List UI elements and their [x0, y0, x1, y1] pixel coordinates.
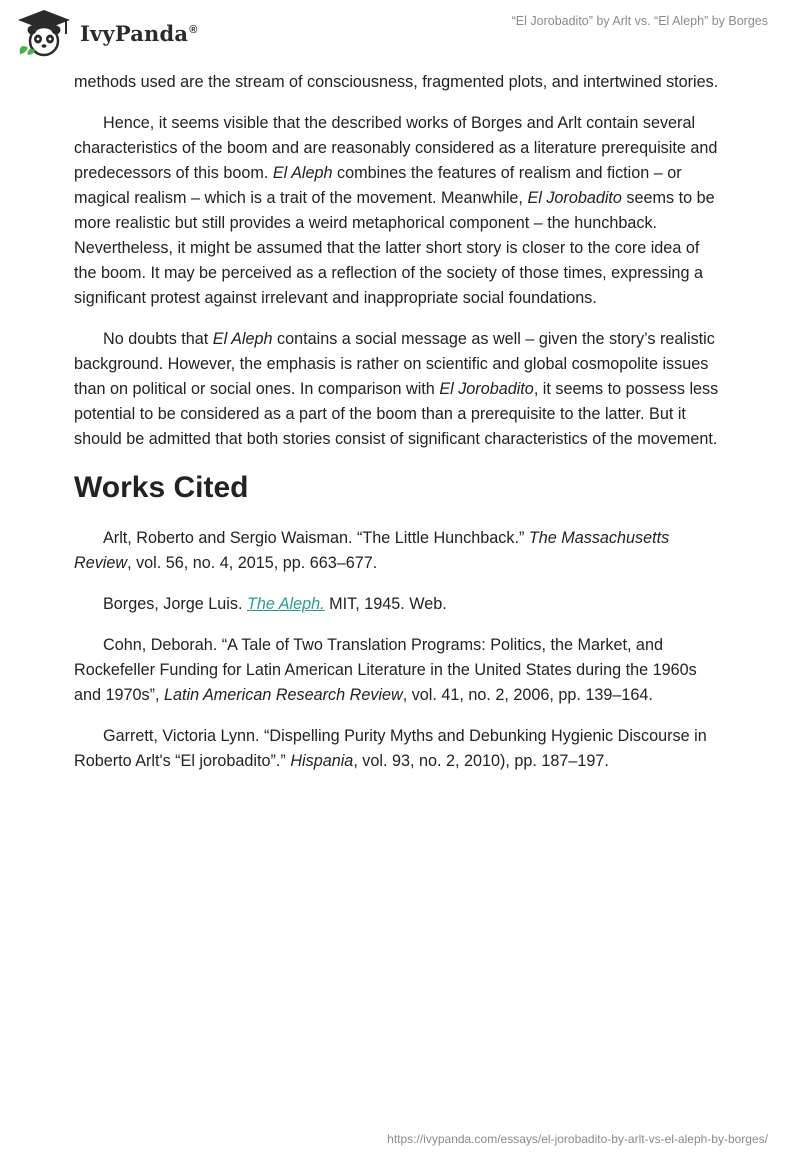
title-el-jorobadito: El Jorobadito: [527, 189, 622, 207]
paragraph-social-message: No doubts that El Aleph contains a social message as well – given the story’s realistic background. However, the emphasis is rather on scientific and global cosmopolite issues than on political or social ones. In comparison with El Jorobadito, it seems to possess less potential to be considered as a part of the boom than a prerequisite to the latter. But it should be admitted that both stories consist of significant characteristics of the movement.: [74, 330, 719, 448]
citation-garrett: Garrett, Victoria Lynn. “Dispelling Purity Myths and Debunking Hygienic Discourse in Roberto Arlt's “El jorobadito”.” Hispania, vol. 93, no. 2, 2010), pp. 187–197.: [74, 727, 707, 770]
title-el-aleph: El Aleph: [272, 164, 333, 182]
document-title: “El Jorobadito” by Arlt vs. “El Aleph” by Borges: [511, 14, 768, 28]
paragraph-boom-characteristics: Hence, it seems visible that the described works of Borges and Arlt contain several characteristics of the boom and are reasonably considered as a literature prerequisite and predecessors of this boom. El Aleph combines the features of realism and fiction – or magical realism – which is a trait of the movement. Meanwhile, El Jorobadito seems to be more realistic but still provides a weird metaphorical component – the hunchback. Nevertheless, it might be assumed that the latter short story is closer to the core idea of the boom. It may be perceived as a reflection of the society of those times, expressing a significant protest against irrelevant and inappropriate social foundations.: [74, 114, 718, 307]
citation-arlt: Arlt, Roberto and Sergio Waisman. “The Little Hunchback.” The Massachusetts Review, vol. 56, no. 4, 2015, pp. 663–677.: [74, 529, 670, 572]
title-el-aleph: El Aleph: [212, 330, 273, 348]
the-aleph-link[interactable]: The Aleph.: [246, 595, 325, 613]
works-cited-heading: Works Cited: [74, 471, 249, 504]
footer-url[interactable]: https://ivypanda.com/essays/el-jorobadito-by-arlt-vs-el-aleph-by-borges/: [387, 1132, 768, 1146]
page-header: [0, 0, 800, 66]
essay-content: [74, 70, 726, 790]
citation-cohn: Cohn, Deborah. “A Tale of Two Translation Programs: Politics, the Market, and Rockefeller Funding for Latin American Literature in the United States during the 1960s and 1970s”, Latin American Research Review, vol. 41, no. 2, 2006, pp. 139–164.: [74, 636, 697, 704]
panda-graduate-icon: [14, 8, 74, 58]
paragraph-continuation: methods used are the stream of consciousness, fragmented plots, and intertwined stories.: [74, 73, 719, 91]
ivypanda-logo[interactable]: [14, 8, 198, 58]
title-el-jorobadito: El Jorobadito: [439, 380, 534, 398]
citation-borges: Borges, Jorge Luis. The Aleph. MIT, 1945. Web.: [103, 595, 447, 613]
brand-name: IvyPanda®: [80, 20, 198, 46]
